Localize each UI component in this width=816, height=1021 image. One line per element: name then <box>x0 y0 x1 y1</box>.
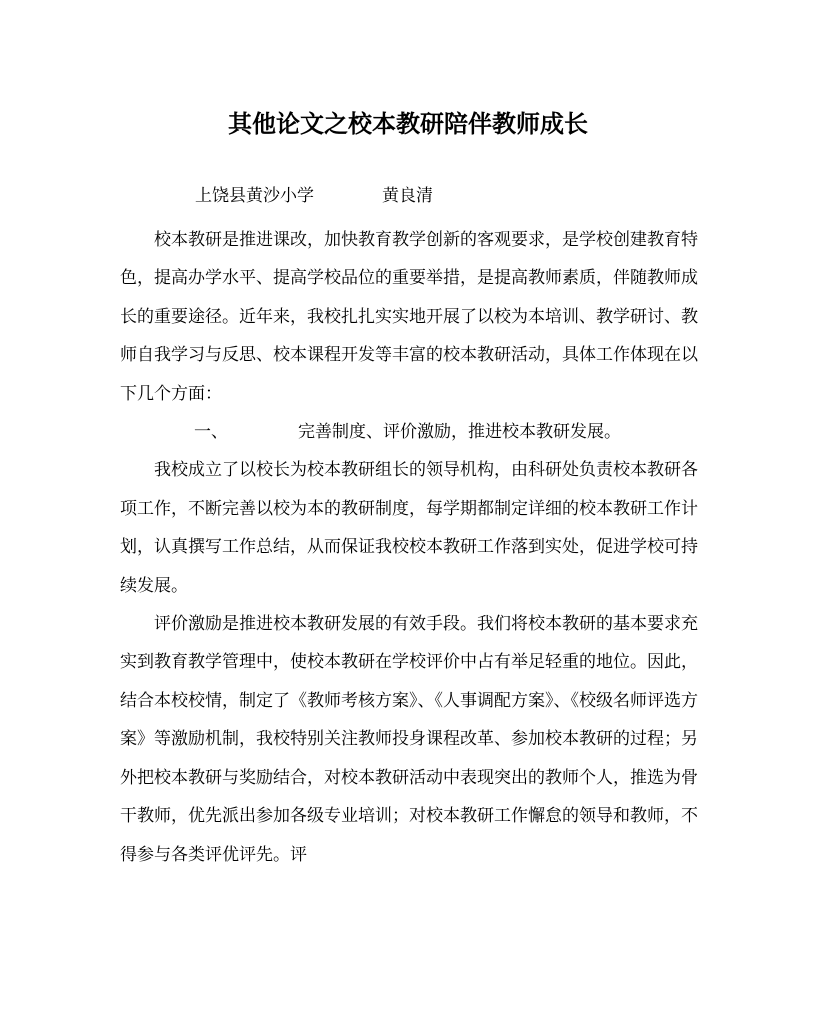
intro-paragraph: 校本教研是推进课改，加快教育教学创新的客观要求，是学校创建教育特色，提高办学水平、提高学校品位的重要举措，是提高教师素质，伴随教师成长的重要途径。近年来，我校扎扎实实地开展了以校为本培训、教学研讨、教师自我学习与反思、校本课程开发等丰富的校本教研活动，具体工作体现在以下几个方面： <box>120 230 698 404</box>
section-heading-text: 完善制度、评价激励，推进校本教研发展。 <box>298 422 621 443</box>
author-name: 黄良清 <box>382 186 433 206</box>
author-school: 上饶县黄沙小学 <box>195 186 314 206</box>
document-body <box>120 221 698 874</box>
document-title: 其他论文之校本教研陪伴教师成长 <box>228 109 588 138</box>
section-paragraph: 我校成立了以校长为校本教研组长的领导机构，由科研处负责校本教研各项工作，不断完善以校为本的教研制度，每学期都制定详细的校本教研工作计划，认真撰写工作总结，从而保证我校校本教研工作落到实处，促进学校可持续发展。 <box>120 460 698 596</box>
section-number: 一、 <box>194 422 228 443</box>
author-line <box>195 183 433 209</box>
section-heading <box>120 413 698 451</box>
section-paragraph: 评价激励是推进校本教研发展的有效手段。我们将校本教研的基本要求充实到教育教学管理中，使校本教研在学校评价中占有举足轻重的地位。因此，结合本校校情，制定了《教师考核方案》、《人事调配方案》、《校级名师评选方案》等激励机制，我校特别关注教师投身课程改革、参加校本教研的过程；另外把校本教研与奖励结合，对校本教研活动中表现突出的教师个人，推选为骨干教师，优先派出参加各级专业培训；对校本教研工作懈怠的领导和教师，不得参与各类评优评先。评 <box>120 614 698 865</box>
